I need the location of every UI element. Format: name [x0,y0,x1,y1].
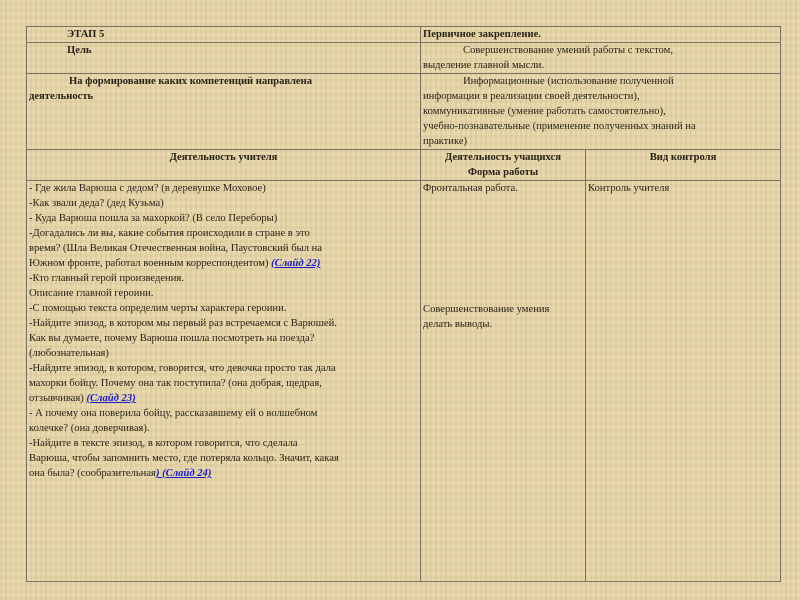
header-row [27,150,781,181]
competencies-value [421,74,781,150]
teacher-line [29,406,418,421]
teacher-line [29,391,418,406]
teacher-line-text: отзывчивая) [29,393,87,404]
students-form-conclusions-line: Совершенствование умения [423,304,550,315]
goal-label: Цель [27,43,421,74]
teacher-line [29,286,418,301]
goal-value-line: выделение главной мысли. [423,60,545,71]
header-students-line: Деятельность учащихся [445,152,561,163]
teacher-line [29,466,418,481]
competencies-value-line: информации в реализации своей деятельности), [423,91,640,102]
teacher-line-text: Варюша, чтобы запомнить место, где потеряла кольцо. Значит, какая [29,453,339,464]
stage-label: ЭТАП 5 [27,27,421,43]
goal-value [421,43,781,74]
teacher-line-text: Описание главной героини. [29,288,154,299]
lesson-plan-table-frame [26,26,780,590]
goal-row [27,43,781,74]
control-value: Контроль учителя [588,183,670,194]
header-students-line: Форма работы [467,167,539,178]
competencies-value-line: практике) [423,136,468,147]
students-form-conclusions-line: делать выводы. [423,319,493,330]
teacher-line [29,361,418,376]
teacher-activity-cell [27,181,421,582]
teacher-line-text: она была? (сообразительная [29,468,156,479]
header-students [421,150,586,181]
competencies-value-line: Информационные (использование полученной [463,76,674,87]
competencies-label-line: деятельность [29,91,94,102]
teacher-line-text: махорки бойцу. Почему она так поступила? (она добрая, щедрая, [29,378,322,389]
competencies-value-line: коммуникативные (умение работать самостоятельно), [423,106,666,117]
teacher-line [29,436,418,451]
teacher-line [29,181,418,196]
teacher-line [29,421,418,436]
teacher-line [29,451,418,466]
students-form-frontal: Фронтальная работа. [423,183,518,194]
teacher-activity-list [29,181,418,481]
competencies-label [27,74,421,150]
header-teacher: Деятельность учителя [27,150,421,181]
teacher-line-text: время? (Шла Великая Отечественная война, Паустовский был на [29,243,323,254]
goal-value-line: Совершенствование умений работы с текстом, [463,45,674,56]
teacher-line [29,271,418,286]
teacher-line-text: - А почему она поверила бойцу, рассказавшему ей о волшебном [29,408,318,419]
teacher-line [29,316,418,331]
stage-row [27,27,781,43]
teacher-line-text: -Догадались ли вы, какие события происходили в стране в это [29,228,310,239]
teacher-line [29,226,418,241]
slide-link[interactable]: (Слайд 22) [271,258,321,269]
students-activity-cell [421,181,586,582]
teacher-line-text: - Куда Варюша пошла за махоркой? (В село Переборы) [29,213,278,224]
control-cell [586,181,781,582]
teacher-line-text: -Как звали деда? (дед Кузьма) [29,198,164,209]
header-control: Вид контроля [586,150,781,181]
slide-link[interactable]: ) (Слайд 24) [155,468,212,479]
competencies-label-line: На формирование каких компетенций направлена [69,76,312,87]
competencies-value-line: учебно-познавательные (применение полученных знаний на [423,121,696,132]
teacher-line [29,376,418,391]
slide-link[interactable]: (Слайд 23) [86,393,136,404]
teacher-line-text: (любознательная) [29,348,109,359]
teacher-line [29,301,418,316]
teacher-line [29,331,418,346]
teacher-line-text: -Найдите эпизод, в котором мы первый раз встречаемся с Варюшей. [29,318,337,329]
teacher-line-text: -Кто главный герой произведения. [29,273,184,284]
teacher-line-text: -Найдите в тексте эпизод, в котором говорится, что сделала [29,438,298,449]
activity-row [27,181,781,582]
teacher-line [29,256,418,271]
teacher-line-text: Как вы думаете, почему Варюша пошла посмотреть на поезда? [29,333,315,344]
teacher-line [29,346,418,361]
competencies-row [27,74,781,150]
teacher-line [29,196,418,211]
teacher-line-text: -Найдите эпизод, в котором, говорится, что девочка просто так дала [29,363,336,374]
teacher-line [29,241,418,256]
stage-title: Первичное закрепление. [421,27,781,43]
teacher-line [29,211,418,226]
teacher-line-text: колечке? (она доверчивая). [29,423,150,434]
teacher-line-text: Южном фронте, работал военным корреспондентом) [29,258,272,269]
lesson-plan-table [26,26,781,582]
teacher-line-text: -С помощью текста определим черты характера героини. [29,303,287,314]
teacher-line-text: - Где жила Варюша с дедом? (в деревушке Моховое) [29,183,266,194]
